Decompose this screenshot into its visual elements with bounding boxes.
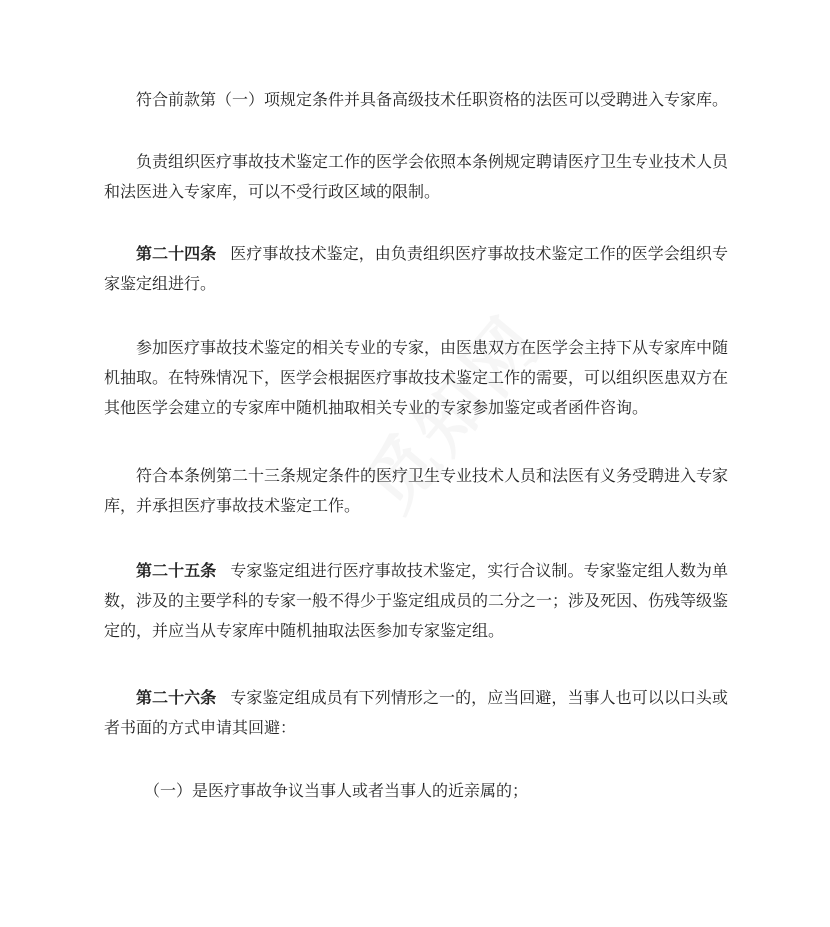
article-heading: 第二十五条 xyxy=(136,561,217,580)
paragraph-5 xyxy=(104,461,728,521)
paragraph-text: （一）是医疗事故争议当事人或者当事人的近亲属的； xyxy=(144,781,529,800)
paragraph-text: 专家鉴定组进行医疗事故技术鉴定，实行合议制。专家鉴定组人数为单数，涉及的主要学科的专家一般不得少于鉴定组成员的二分之一；涉及死因、伤残等级鉴定的，并应当从专家库中随机抽取法医参加专家鉴定组。 xyxy=(104,561,729,640)
paragraph-4 xyxy=(104,333,728,423)
paragraph-article-26 xyxy=(104,683,728,743)
paragraph-article-25 xyxy=(104,556,728,646)
paragraph-text: 参加医疗事故技术鉴定的相关专业的专家，由医患双方在医学会主持下从专家库中随机抽取。在特殊情况下，医学会根据医疗事故技术鉴定工作的需要，可以组织医患双方在其他医学会建立的专家库中随机抽取相关专业的专家参加鉴定或者函件咨询。 xyxy=(104,338,729,417)
paragraph-article-24 xyxy=(104,239,728,299)
paragraph-text: 符合前款第（一）项规定条件并具备高级技术任职资格的法医可以受聘进入专家库。 xyxy=(136,90,729,109)
list-item-1 xyxy=(104,776,728,806)
article-heading: 第二十六条 xyxy=(136,688,217,707)
paragraph-1 xyxy=(104,85,728,115)
paragraph-text: 符合本条例第二十三条规定条件的医疗卫生专业技术人员和法医有义务受聘进入专家库，并承担医疗事故技术鉴定工作。 xyxy=(104,466,729,515)
paragraph-text: 医疗事故技术鉴定，由负责组织医疗事故技术鉴定工作的医学会组织专家鉴定组进行。 xyxy=(104,244,728,293)
paragraph-2 xyxy=(104,147,728,207)
paragraph-text: 专家鉴定组成员有下列情形之一的，应当回避，当事人也可以以口头或者书面的方式申请其回避： xyxy=(104,688,728,737)
article-heading: 第二十四条 xyxy=(136,244,217,263)
paragraph-text: 负责组织医疗事故技术鉴定工作的医学会依照本条例规定聘请医疗卫生专业技术人员和法医进入专家库，可以不受行政区域的限制。 xyxy=(104,152,729,201)
